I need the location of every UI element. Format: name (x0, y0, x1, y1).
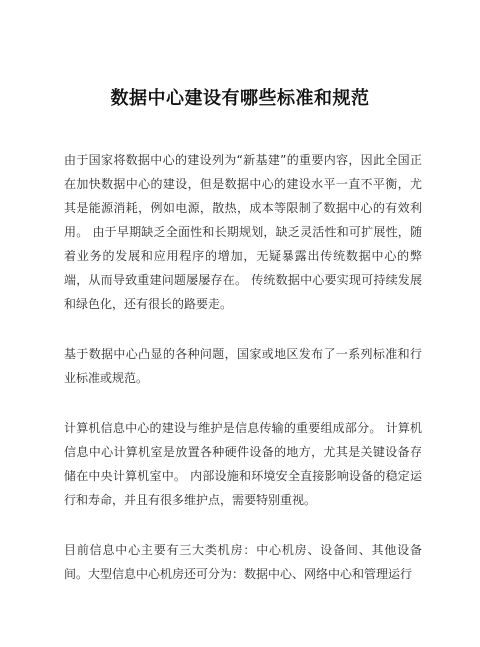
paragraph: 由于国家将数据中心的建设列为“新基建”的重要内容，因此全国正在加快数据中心的建设，但是数据中心的建设水平一直不平衡，尤其是能源消耗，例如电源，散热，成本等限制了数据中心的有效利用。 由于早期缺乏全面性和长期规划，缺乏灵活性和可扩展性，随着业务的发展和应用程序的增加，无疑暴露出传统数据中心的弊端，从而导致重建问题屡屡存在。 传统数据中心要实现可持续发展和绿色化，还有很长的路要走。 (64, 153, 422, 311)
paragraph: 基于数据中心凸显的各种问题，国家或地区发布了一系列标准和行业标准或规范。 (64, 347, 422, 385)
paragraph: 计算机信息中心的建设与维护是信息传输的重要组成部分。 计算机信息中心计算机室是放置各种硬件设备的地方，尤其是关键设备存储在中央计算机室中。 内部设施和环境安全直接影响设备的稳定运行和寿命，并且有很多维护点，需要特别重视。 (64, 421, 422, 507)
document-title: 数据中心建设有哪些标准和规范 (110, 88, 370, 109)
document-body (64, 148, 422, 612)
paragraph: 目前信息中心主要有三大类机房：中心机房、设备间、其他设备间。大型信息中心机房还可分为：数据中心、网络中心和管理运行 (64, 543, 422, 581)
